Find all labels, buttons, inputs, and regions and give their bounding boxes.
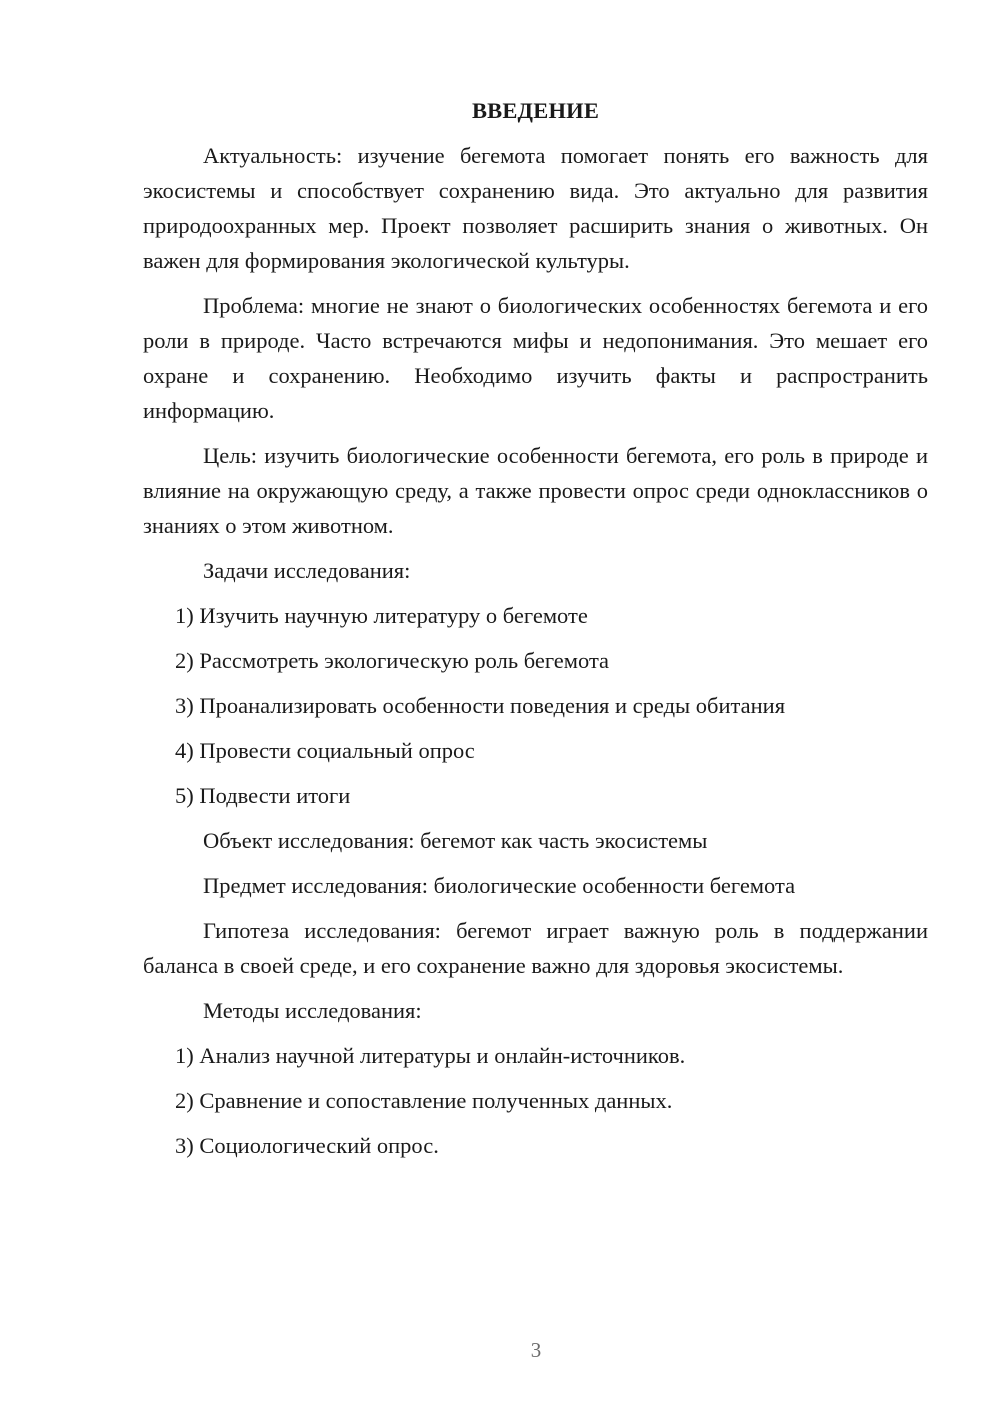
tasks-list — [143, 598, 928, 813]
problem-paragraph: Проблема: многие не знают о биологических особенностях бегемота и его роли в природе. Часто встречаются мифы и недопонимания. Это мешает его охране и сохранению. Необходимо изучить факты и распространить информацию. — [143, 293, 928, 423]
object-paragraph: Объект исследования: бегемот как часть экосистемы — [203, 828, 708, 853]
list-item: 3) Социологический опрос. — [175, 1133, 439, 1158]
hypothesis-paragraph: Гипотеза исследования: бегемот играет важную роль в поддержании баланса в своей среде, и его сохранение важно для здоровья экосистемы. — [143, 918, 928, 978]
subject-paragraph: Предмет исследования: биологические особенности бегемота — [203, 873, 796, 898]
document-page — [143, 93, 928, 1173]
list-item: 3) Проанализировать особенности поведения и среды обитания — [175, 693, 786, 718]
page-number: 3 — [530, 1338, 542, 1362]
list-item: 1) Анализ научной литературы и онлайн-источников. — [175, 1043, 686, 1068]
list-item: 1) Изучить научную литературу о бегемоте — [175, 603, 588, 628]
list-item: 4) Провести социальный опрос — [175, 738, 475, 763]
goal-paragraph: Цель: изучить биологические особенности бегемота, его роль в природе и влияние на окружающую среду, а также провести опрос среди одноклассников о знаниях о этом животном. — [143, 443, 928, 538]
methods-list — [143, 1038, 928, 1163]
tasks-title: Задачи исследования: — [203, 558, 411, 583]
methods-title: Методы исследования: — [203, 998, 422, 1023]
list-item: 5) Подвести итоги — [175, 783, 351, 808]
document-heading: ВВЕДЕНИЕ — [471, 98, 600, 123]
relevance-paragraph: Актуальность: изучение бегемота помогает понять его важность для экосистемы и способствует сохранению вида. Это актуально для развития природоохранных мер. Проект позволяет расширить знания о животных. Он важен для формирования экологической культуры. — [143, 143, 928, 273]
list-item: 2) Сравнение и сопоставление полученных данных. — [175, 1088, 673, 1113]
list-item: 2) Рассмотреть экологическую роль бегемота — [175, 648, 610, 673]
